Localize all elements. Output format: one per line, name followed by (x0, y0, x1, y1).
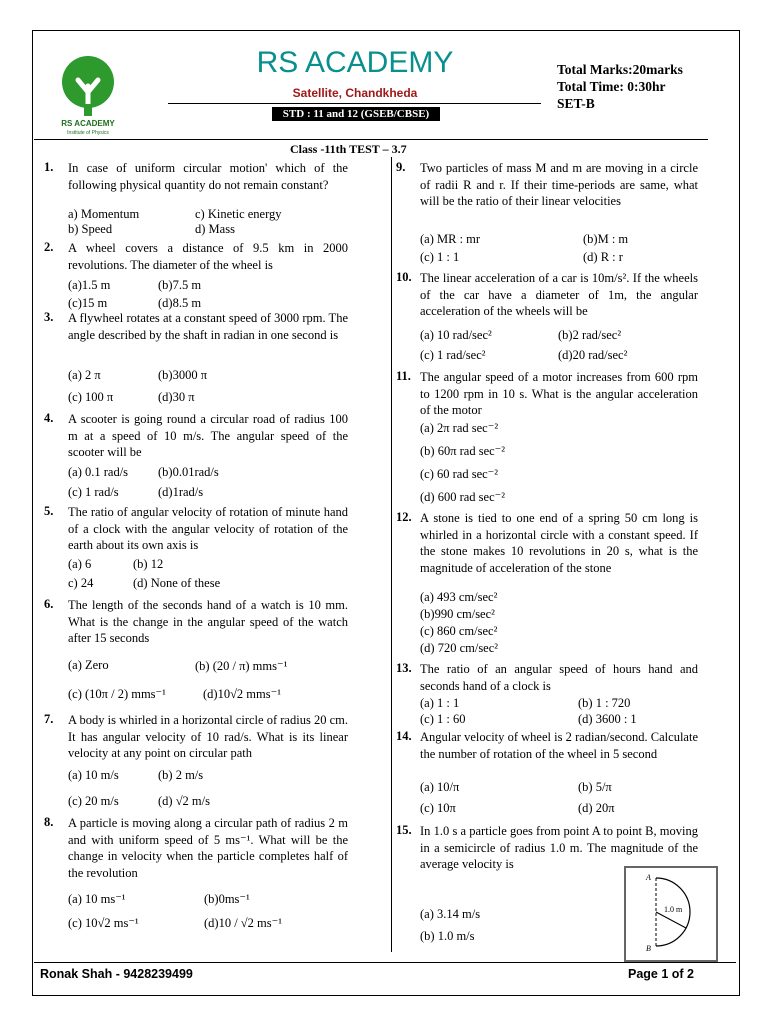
academy-subtitle: Satellite, Chandkheda (292, 86, 418, 100)
answer-option: (d)1rad/s (158, 485, 204, 499)
answer-option: (b) 12 (133, 557, 164, 571)
total-marks: Total Marks:20marks (557, 62, 683, 77)
question-number: 8. (44, 815, 54, 829)
answer-option: (a) 493 cm/sec² (420, 590, 498, 604)
answer-option: (b)2 rad/sec² (558, 328, 622, 342)
answer-option: (d)10√2 mms⁻¹ (203, 687, 281, 701)
answer-option: (d) 20π (578, 801, 615, 815)
answer-option: (d) R : r (583, 250, 623, 264)
answer-option: (a) 10 ms⁻¹ (68, 892, 126, 906)
question-number: 7. (44, 712, 54, 726)
answer-option: (b)0.01rad/s (158, 465, 219, 479)
answer-option: (a) Zero (68, 658, 109, 672)
question-text: The length of the seconds hand of a watch is 10 mm. What is the change in the angular speed of the watch after 15 seconds (68, 598, 348, 645)
answer-option: (c) 10√2 ms⁻¹ (68, 916, 139, 930)
answer-option: (c) 10π (420, 801, 456, 815)
answer-option: (b) 1.0 m/s (420, 929, 475, 943)
question-number: 5. (44, 504, 54, 518)
question-text: A scooter is going round a circular road of radius 100 m at a speed of 10 m/s. The angular speed of the scooter will be (68, 412, 348, 459)
question-number: 14. (396, 729, 412, 743)
question-text: A body is whirled in a horizontal circle of radius 20 cm. It has angular velocity of 10 rad/s. What is its linear velocity at any point on circular path (68, 713, 348, 760)
question-number: 2. (44, 240, 54, 254)
question-text: In case of uniform circular motion' which of the following physical quantity do not remain constant? (68, 161, 348, 192)
answer-option: d) Mass (195, 222, 235, 236)
question-number: 6. (44, 597, 54, 611)
answer-option: (a) 3.14 m/s (420, 907, 481, 921)
std-banner: STD : 11 and 12 (GSEB/CBSE) (272, 107, 440, 121)
answer-option: (a) 2 π (68, 368, 101, 382)
question-number: 11. (396, 369, 411, 383)
answer-option: (b) 60π rad sec⁻² (420, 444, 506, 458)
question-number: 9. (396, 160, 406, 174)
answer-option: (c) 1 rad/sec² (420, 348, 486, 362)
answer-option: (c) 100 π (68, 390, 114, 404)
answer-option: (c)15 m (68, 296, 108, 310)
answer-option: (a) 2π rad sec⁻² (420, 421, 499, 435)
footer-page-number: Page 1 of 2 (628, 967, 694, 981)
answer-option: (a)1.5 m (68, 278, 111, 292)
answer-option: (d)30 π (158, 390, 195, 404)
logo-subtext: Institute of Physics (67, 130, 109, 136)
answer-option: (a) 10/π (420, 780, 460, 794)
answer-option: b) Speed (68, 222, 113, 236)
diagram-label-radius: 1.0 m (664, 905, 683, 914)
answer-option: (d)10 / √2 ms⁻¹ (204, 916, 282, 930)
question-number: 10. (396, 270, 412, 284)
answer-option: (a) 6 (68, 557, 92, 571)
answer-option: (a) 10 m/s (68, 768, 119, 782)
question-text: In 1.0 s a particle goes from point A to point B, moving in a semicircle of radius 1.0 m. The magnitude of the average velocity is (420, 824, 698, 871)
total-time: Total Time: 0:30hr (557, 79, 666, 94)
answer-option: (c) (10π / 2) mms⁻¹ (68, 687, 166, 701)
answer-option: (d) 600 rad sec⁻² (420, 490, 505, 504)
answer-option: (d) √2 m/s (158, 794, 210, 808)
academy-title: RS ACADEMY (256, 46, 454, 79)
answer-option: (c) 1 rad/s (68, 485, 119, 499)
question-text: The linear acceleration of a car is 10m/s². If the wheels of the car have a diameter of 1m, the angular acceleration of the wheels will be (420, 271, 698, 318)
answer-option: c) Kinetic energy (195, 207, 282, 221)
answer-option: a) Momentum (68, 207, 140, 221)
diagram-label-b: B (646, 944, 651, 953)
question-number: 1. (44, 160, 54, 174)
answer-option: (c) 60 rad sec⁻² (420, 467, 499, 481)
question-number: 15. (396, 823, 412, 837)
answer-option: (b) (20 / π) mms⁻¹ (195, 659, 288, 673)
header-rule (168, 103, 541, 104)
question-number: 12. (396, 510, 412, 524)
question-text: A wheel covers a distance of 9.5 km in 2000 revolutions. The diameter of the wheel is (68, 241, 348, 272)
exam-info (557, 61, 683, 112)
answer-option: (b)990 cm/sec² (420, 607, 495, 621)
footer-author: Ronak Shah - 9428239499 (40, 967, 193, 981)
answer-option: (d) 3600 : 1 (578, 712, 637, 726)
question-text: The angular speed of a motor increases from 600 rpm to 1200 rpm in 10 s. What is the angular acceleration of the motor (420, 370, 698, 417)
section-rule (34, 139, 708, 140)
answer-option: (b) 2 m/s (158, 768, 204, 782)
answer-option: (b) 5/π (578, 780, 612, 794)
answer-option: (c) 1 : 60 (420, 712, 466, 726)
answer-option: (b)M : m (583, 232, 629, 246)
question-number: 3. (44, 310, 54, 324)
semicircle-diagram (624, 866, 718, 962)
question-text: A stone is tied to one end of a spring 50 cm long is whirled in a horizontal circle with a constant speed. If the stone makes 10 revolutions in 20 s, what is the magnitude of acceleration of the stone (420, 511, 698, 575)
question-number: 13. (396, 661, 412, 675)
question-text: A particle is moving along a circular path of radius 2 m and with uniform speed of 5 ms⁻¹. What will be the change in velocity when the particle completes half of the revolution (68, 816, 348, 880)
question-text: The ratio of an angular speed of hours hand and seconds hand of a clock is (420, 662, 698, 693)
question-text: The ratio of angular velocity of rotation of minute hand of a clock with the angular velocity of rotation of the earth about its own axis is (68, 505, 348, 552)
answer-option: (c) 20 m/s (68, 794, 119, 808)
answer-option: (b) 1 : 720 (578, 696, 631, 710)
answer-option: (d) 720 cm/sec² (420, 641, 499, 655)
question-text: Angular velocity of wheel is 2 radian/second. Calculate the number of rotation of the wheel in 5 second (420, 730, 698, 761)
answer-option: (d)20 rad/sec² (558, 348, 628, 362)
logo-text: RS ACADEMY (61, 119, 115, 128)
answer-option: (b)7.5 m (158, 278, 202, 292)
question-text: A flywheel rotates at a constant speed of 3000 rpm. The angle described by the shaft in radian in one second is (68, 311, 348, 342)
footer-rule (34, 962, 736, 963)
question-number: 4. (44, 411, 54, 425)
answer-option: (a) 0.1 rad/s (68, 465, 129, 479)
answer-option: (b)0ms⁻¹ (204, 892, 250, 906)
answer-option: (c) 1 : 1 (420, 250, 460, 264)
answer-option: (c) 860 cm/sec² (420, 624, 498, 638)
question-text: Two particles of mass M and m are moving in a circle of radii R and r. If their time-periods are same, what will be the ratio of their linear velocities (420, 161, 698, 208)
answer-option: (a) MR : mr (420, 232, 481, 246)
answer-option: (d) None of these (133, 576, 221, 590)
set-label: SET-B (557, 96, 595, 111)
answer-option: (a) 10 rad/sec² (420, 328, 492, 342)
answer-option: (b)3000 π (158, 368, 208, 382)
answer-option: (a) 1 : 1 (420, 696, 460, 710)
rs-academy-logo (38, 52, 138, 137)
class-test-title: Class -11th TEST – 3.7 (290, 142, 407, 156)
answer-option: c) 24 (68, 576, 94, 590)
answer-option: (d)8.5 m (158, 296, 202, 310)
diagram-label-a: A (646, 873, 651, 882)
column-divider (391, 157, 392, 952)
